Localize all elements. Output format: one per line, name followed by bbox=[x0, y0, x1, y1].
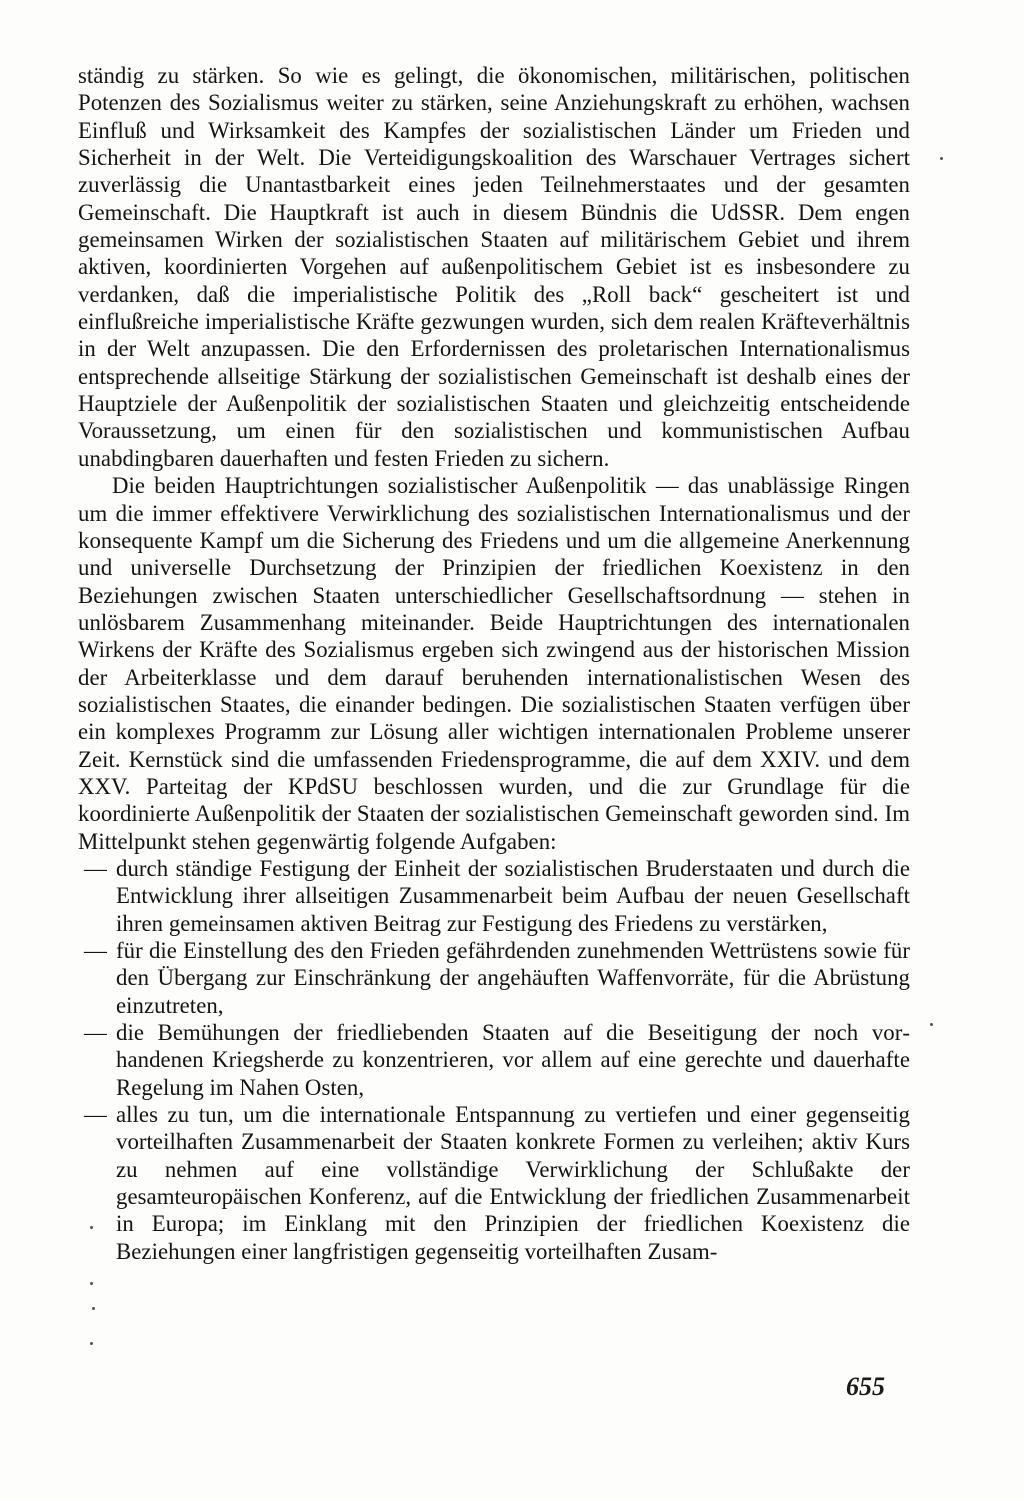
list-item-text: alles zu tun, um die internationale Entspannung zu vertiefen und einer gegenseitig vorteilhaften Zusammenarbeit der Staaten konkrete Formen zu verleihen; aktiv Kurs zu nehmen auf eine vollständige Verwirklichung der Schlußakte der gesamteuropäischen Konferenz, auf die Entwicklung der friedlichen Zusammenarbeit in Europa; im Einklang mit den Prinzipien der friedlichen Koexistenz die Beziehungen einer langfristigen gegenseitig vorteilhaften Zusam- bbox=[116, 1102, 910, 1264]
dash-marker: — bbox=[84, 1102, 107, 1128]
list-item bbox=[78, 1101, 910, 1265]
list-item bbox=[78, 937, 910, 1019]
body-text bbox=[78, 62, 910, 1265]
margin-speck bbox=[940, 157, 943, 160]
margin-speck bbox=[930, 1023, 933, 1026]
margin-speck bbox=[92, 1307, 95, 1310]
paragraph-foreign-policy-directions: Die beiden Hauptrichtungen sozialistischer Außenpolitik — das unablässige Ringen um die immer effektivere Verwirklichung des sozialistischen Internationalismus und der konsequente Kampf um die Sicherung des Friedens und um die allgemeine Anerkennung und universelle Durchsetzung der Prinzipien der friedlichen Koexistenz in den Beziehungen zwischen Staaten unterschiedlicher Gesellschaftsordnung — stehen in unlösbarem Zusammenhang miteinander. Beide Hauptrichtungen des internationalen Wirkens der Kräfte des Sozialismus ergeben sich zwingend aus der historischen Mission der Arbeiterklasse und dem darauf beruhenden internationalistischen Wesen des sozialistischen Staates, die einander bedingen. Die sozialistischen Staaten verfügen über ein komplexes Programm zur Lösung aller wichtigen internationalen Probleme unserer Zeit. Kernstück sind die umfassenden Friedensprogramme, die auf dem XXIV. und dem XXV. Parteitag der KPdSU beschlossen wurden, und die zur Grundlage für die koordinierte Außenpolitik der Staaten der sozialistischen Gemeinschaft geworden sind. Im Mittelpunkt stehen gegenwärtig folgende Aufgaben: bbox=[78, 473, 910, 854]
list-item-text: die Bemühungen der friedliebenden Staaten auf die Beseitigung der noch vorhandenen Kriegsherde zu konzentrieren, vor allem auf eine gerechte und dauerhafte Regelung im Nahen Osten, bbox=[116, 1020, 910, 1100]
list-item-text: durch ständige Festigung der Einheit der sozialistischen Bruderstaaten und durch die Entwicklung ihrer allseitigen Zusammenarbeit beim Aufbau der neuen Gesellschaft ihren gemeinsamen aktiven Beitrag zur Festigung des Friedens zu verstärken, bbox=[116, 855, 910, 936]
list-item-text: für die Einstellung des den Frieden gefährdenden zunehmenden Wettrüstens sowie für den Übergang zur Einschränkung der angehäuften Waffenvorräte, für die Abrüstung einzutreten, bbox=[116, 938, 910, 1018]
list-item bbox=[78, 1019, 910, 1101]
margin-speck bbox=[90, 1226, 93, 1229]
dash-marker: — bbox=[84, 1020, 107, 1046]
task-list bbox=[78, 855, 910, 1265]
dash-marker: — bbox=[84, 938, 107, 963]
list-item bbox=[78, 855, 910, 937]
paragraph-continuation: ständig zu stärken. So wie es gelingt, die ökonomischen, militärischen, politischen Potenzen des Sozialismus weiter zu stärken, seine Anziehungskraft zu erhöhen, wachsen Einfluß und Wirksamkeit des Kampfes der sozialistischen Länder um Frieden und Sicherheit in der Welt. Die Verteidigungskoalition des Warschauer Vertrages sichert zuverlässig die Unantastbarkeit eines jeden Teilnehmerstaates und der gesamten Gemeinschaft. Die Hauptkraft ist auch in diesem Bündnis die UdSSR. Dem engen gemeinsamen Wirken der sozialistischen Staaten auf militärischem Gebiet und ihrem aktiven, koordinierten Vorgehen auf außenpolitischem Gebiet ist es insbesondere zu verdanken, daß die imperialistische Politik des „Roll back“ gescheitert ist und einflußreiche imperialistische Kräfte gezwungen wurden, sich dem realen Kräfteverhältnis in der Welt anzupassen. Die den Erfordernissen des proletarischen Internationalismus entsprechende allseitige Stärkung der sozialistischen Gemeinschaft ist deshalb eines der Hauptziele der Außenpolitik der sozialistischen Staaten und gleichzeitig entscheidende Voraussetzung, um einen für den sozialistischen und kommunistischen Aufbau unabdingbaren dauerhaften und festen Frieden zu sichern. bbox=[78, 63, 910, 471]
dash-marker: — bbox=[84, 855, 107, 881]
page-number: 655 bbox=[846, 1372, 885, 1401]
margin-speck bbox=[90, 1282, 93, 1285]
margin-speck bbox=[90, 1342, 93, 1345]
